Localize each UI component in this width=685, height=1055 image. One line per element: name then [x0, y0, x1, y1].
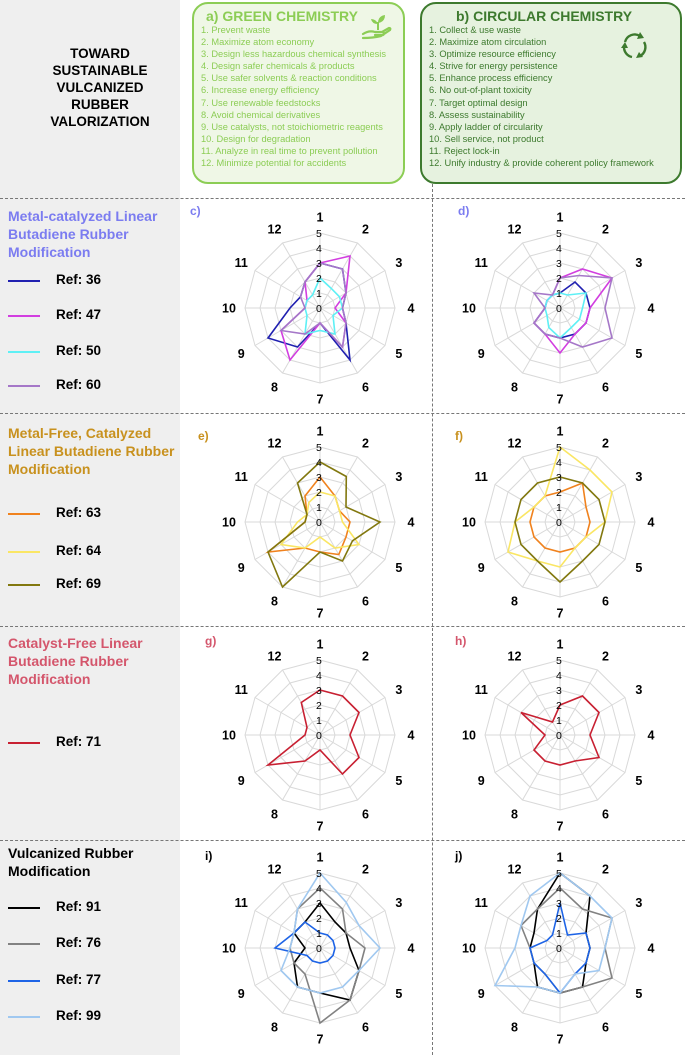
category-label: 9: [477, 987, 485, 1001]
category-label: 3: [395, 683, 403, 697]
tick-label: 2: [556, 487, 562, 499]
category-label: 9: [237, 987, 245, 1001]
tick-label: 0: [316, 943, 322, 955]
tick-label: 0: [556, 730, 562, 742]
category-label: 2: [362, 649, 369, 664]
category-label: 2: [602, 862, 609, 877]
green-principle-item: 2. Maximize atom economy: [201, 37, 315, 48]
circular-principle-item: 4. Strive for energy persistence: [429, 61, 558, 72]
category-label: 4: [407, 301, 415, 316]
legend-label: Ref: 47: [56, 307, 102, 322]
category-label: 8: [511, 807, 518, 822]
circular-principle-item: 11. Reject lock-in: [429, 145, 500, 156]
category-label: 7: [556, 819, 564, 834]
circular-principle-item: 5. Enhance process efficiency: [429, 73, 553, 84]
tick-label: 5: [556, 228, 562, 240]
category-label: 8: [271, 1020, 278, 1035]
category-label: 12: [507, 222, 522, 237]
category-label: 12: [507, 649, 522, 664]
legend-label: Ref: 91: [56, 899, 102, 914]
main-title: TOWARD SUSTAINABLE VULCANIZED RUBBER VALORIZATION: [50, 46, 150, 129]
category-label: 2: [362, 222, 369, 237]
legend-label: Ref: 71: [56, 734, 102, 749]
category-label: 8: [271, 807, 278, 822]
category-label: 1: [556, 424, 564, 439]
green-principle-item: 11. Analyze in real time to prevent pollution: [201, 145, 378, 156]
category-label: 3: [395, 256, 403, 270]
tick-label: 5: [316, 442, 322, 454]
tick-label: 4: [316, 883, 322, 895]
legend-label: Ref: 99: [56, 1008, 102, 1023]
green-principle-item: 12. Minimize potential for accidents: [201, 158, 347, 169]
category-label: 11: [234, 683, 248, 697]
category-label: 1: [316, 850, 324, 865]
panel-label: h): [455, 634, 467, 648]
circular-principle-item: 6. No out-of-plant toxicity: [429, 85, 532, 96]
green-principle-item: 3. Design less hazardous chemical synthesis: [201, 49, 386, 60]
green-principle-item: 7. Use renewable feedstocks: [201, 97, 321, 108]
category-label: 10: [462, 941, 476, 956]
category-label: 1: [316, 637, 324, 652]
category-label: 5: [395, 347, 403, 361]
tick-label: 1: [556, 715, 562, 727]
circular-principle-item: 2. Maximize atom circulation: [429, 37, 547, 48]
category-label: 9: [237, 561, 245, 575]
tick-label: 1: [556, 502, 562, 514]
radar-chart: [455, 634, 655, 834]
panel-label: d): [458, 204, 470, 218]
circular-principle-item: 10. Sell service, not product: [429, 133, 544, 144]
legend-label: Ref: 50: [56, 343, 102, 358]
category-label: 11: [234, 896, 248, 910]
legend-label: Ref: 69: [56, 576, 102, 591]
circular-principle-item: 12. Unify industry & provide coherent policy framework: [429, 158, 654, 169]
category-label: 4: [407, 515, 415, 530]
category-label: 9: [477, 561, 485, 575]
tick-label: 3: [556, 258, 562, 270]
legend-label: Ref: 64: [56, 543, 102, 558]
green-principle-item: 10. Design for degradation: [201, 133, 311, 144]
radar-chart: [454, 849, 655, 1047]
category-label: 2: [602, 649, 609, 664]
radar-chart: [205, 849, 415, 1047]
tick-label: 0: [556, 303, 562, 315]
tick-label: 5: [316, 228, 322, 240]
panel-label: c): [190, 204, 201, 218]
category-label: 12: [267, 649, 282, 664]
category-label: 10: [222, 515, 236, 530]
category-label: 3: [635, 896, 643, 910]
category-label: 4: [647, 728, 655, 743]
category-label: 10: [462, 515, 476, 530]
circular-principle-item: 8. Assess sustainability: [429, 109, 525, 120]
tick-label: 4: [556, 883, 562, 895]
category-label: 12: [507, 436, 522, 451]
category-label: 3: [635, 256, 643, 270]
category-label: 4: [407, 941, 415, 956]
category-label: 1: [556, 210, 564, 225]
category-label: 10: [222, 301, 236, 316]
tick-label: 3: [556, 472, 562, 484]
series-line: [545, 293, 586, 338]
tick-label: 4: [316, 670, 322, 682]
category-label: 3: [635, 470, 643, 484]
category-label: 1: [556, 637, 564, 652]
category-label: 7: [316, 392, 324, 407]
category-label: 11: [234, 256, 248, 270]
category-label: 11: [474, 896, 488, 910]
circular-principle-item: 9. Apply ladder of circularity: [429, 121, 543, 132]
tick-label: 3: [316, 258, 322, 270]
circular-chemistry-title: b) CIRCULAR CHEMISTRY: [456, 8, 633, 24]
tick-label: 1: [316, 288, 322, 300]
green-principle-item: 6. Increase energy efficiency: [201, 85, 320, 96]
category-label: 8: [271, 594, 278, 609]
section-title: Metal-catalyzed Linear Butadiene Rubber Modification: [8, 208, 158, 260]
category-label: 11: [234, 470, 248, 484]
tick-label: 4: [316, 457, 322, 469]
category-label: 2: [602, 222, 609, 237]
panel-label: e): [198, 429, 209, 443]
green-chemistry-title: a) GREEN CHEMISTRY: [206, 8, 358, 24]
category-label: 7: [556, 392, 564, 407]
radar-chart: [205, 634, 415, 834]
tick-label: 2: [556, 273, 562, 285]
category-label: 4: [647, 301, 655, 316]
category-label: 3: [395, 470, 403, 484]
category-label: 9: [237, 347, 245, 361]
category-label: 5: [395, 774, 403, 788]
tick-label: 5: [556, 442, 562, 454]
category-label: 12: [507, 862, 522, 877]
category-label: 8: [511, 380, 518, 395]
category-label: 2: [602, 436, 609, 451]
tick-label: 0: [316, 517, 322, 529]
tick-label: 0: [316, 303, 322, 315]
category-label: 10: [222, 941, 236, 956]
legend-label: Ref: 63: [56, 505, 102, 520]
category-label: 6: [602, 1020, 609, 1035]
category-label: 10: [462, 301, 476, 316]
category-label: 6: [362, 807, 369, 822]
tick-label: 1: [556, 928, 562, 940]
tick-label: 2: [316, 913, 322, 925]
tick-label: 2: [316, 700, 322, 712]
tick-label: 5: [556, 655, 562, 667]
tick-label: 5: [316, 868, 322, 880]
tick-label: 1: [316, 928, 322, 940]
legend-label: Ref: 36: [56, 272, 102, 287]
category-label: 2: [362, 436, 369, 451]
category-label: 4: [647, 515, 655, 530]
category-label: 5: [635, 774, 643, 788]
circular-principle-item: 3. Optimize resource efficiency: [429, 49, 556, 60]
tick-label: 2: [316, 487, 322, 499]
category-label: 11: [474, 470, 488, 484]
category-label: 10: [222, 728, 236, 743]
category-label: 6: [362, 380, 369, 395]
green-principle-item: 1. Prevent waste: [201, 25, 271, 35]
tick-label: 5: [316, 655, 322, 667]
category-label: 5: [395, 987, 403, 1001]
radar-chart: [455, 425, 655, 621]
category-label: 8: [271, 380, 278, 395]
panel-label: j): [455, 849, 463, 863]
tick-label: 4: [556, 243, 562, 255]
tick-label: 3: [316, 898, 322, 910]
green-principle-item: 4. Design safer chemicals & products: [201, 61, 355, 72]
tick-label: 3: [556, 685, 562, 697]
category-label: 4: [647, 941, 655, 956]
category-label: 7: [556, 1032, 564, 1047]
panel-label: f): [455, 429, 463, 443]
category-label: 1: [316, 210, 324, 225]
tick-label: 2: [556, 913, 562, 925]
tick-label: 1: [316, 715, 322, 727]
tick-label: 3: [316, 472, 322, 484]
panel-label: g): [205, 634, 217, 648]
category-label: 7: [316, 1032, 324, 1047]
category-label: 1: [556, 850, 564, 865]
tick-label: 0: [556, 943, 562, 955]
category-label: 12: [267, 436, 282, 451]
category-label: 6: [362, 1020, 369, 1035]
circular-principle-item: 1. Collect & use waste: [429, 25, 521, 35]
section-title: Catalyst-Free Linear Butadiene Rubber Modification: [8, 635, 143, 687]
category-label: 8: [511, 1020, 518, 1035]
category-label: 9: [477, 347, 485, 361]
tick-label: 1: [316, 502, 322, 514]
category-label: 6: [602, 380, 609, 395]
category-label: 6: [362, 594, 369, 609]
section-title: Vulcanized Rubber Modification: [8, 845, 134, 879]
category-label: 6: [602, 807, 609, 822]
tick-label: 3: [556, 898, 562, 910]
category-label: 3: [635, 683, 643, 697]
category-label: 9: [477, 774, 485, 788]
legend-label: Ref: 60: [56, 377, 102, 392]
panel-label: i): [205, 849, 213, 863]
category-label: 2: [362, 862, 369, 877]
category-label: 9: [237, 774, 245, 788]
category-label: 11: [474, 256, 488, 270]
category-label: 5: [635, 561, 643, 575]
category-label: 10: [462, 728, 476, 743]
green-principle-item: 9. Use catalysts, not stoichiometric reagents: [201, 121, 383, 132]
tick-label: 0: [316, 730, 322, 742]
tick-label: 4: [316, 243, 322, 255]
green-principle-item: 8. Avoid chemical derivatives: [201, 109, 321, 120]
category-label: 12: [267, 862, 282, 877]
category-label: 7: [556, 606, 564, 621]
category-label: 5: [635, 987, 643, 1001]
category-label: 5: [395, 561, 403, 575]
radar-chart: [198, 425, 415, 621]
category-label: 7: [316, 819, 324, 834]
legend-label: Ref: 77: [56, 972, 102, 987]
tick-label: 2: [316, 273, 322, 285]
tick-label: 0: [556, 517, 562, 529]
category-label: 11: [474, 683, 488, 697]
tick-label: 5: [556, 868, 562, 880]
category-label: 12: [267, 222, 282, 237]
radar-chart: [190, 204, 415, 407]
tick-label: 2: [556, 700, 562, 712]
category-label: 7: [316, 606, 324, 621]
tick-label: 4: [556, 457, 562, 469]
series-line: [268, 690, 359, 774]
tick-label: 3: [316, 685, 322, 697]
tick-label: 4: [556, 670, 562, 682]
category-label: 3: [395, 896, 403, 910]
green-principle-item: 5. Use safer solvents & reaction conditions: [201, 73, 377, 84]
category-label: 6: [602, 594, 609, 609]
category-label: 5: [635, 347, 643, 361]
radar-chart: [458, 204, 655, 407]
legend-label: Ref: 76: [56, 935, 102, 950]
section-title: Metal-Free, Catalyzed Linear Butadiene Rubber Modification: [8, 425, 175, 477]
category-label: 8: [511, 594, 518, 609]
category-label: 1: [316, 424, 324, 439]
category-label: 4: [407, 728, 415, 743]
circular-principle-item: 7. Target optimal design: [429, 97, 528, 108]
tick-label: 1: [556, 288, 562, 300]
